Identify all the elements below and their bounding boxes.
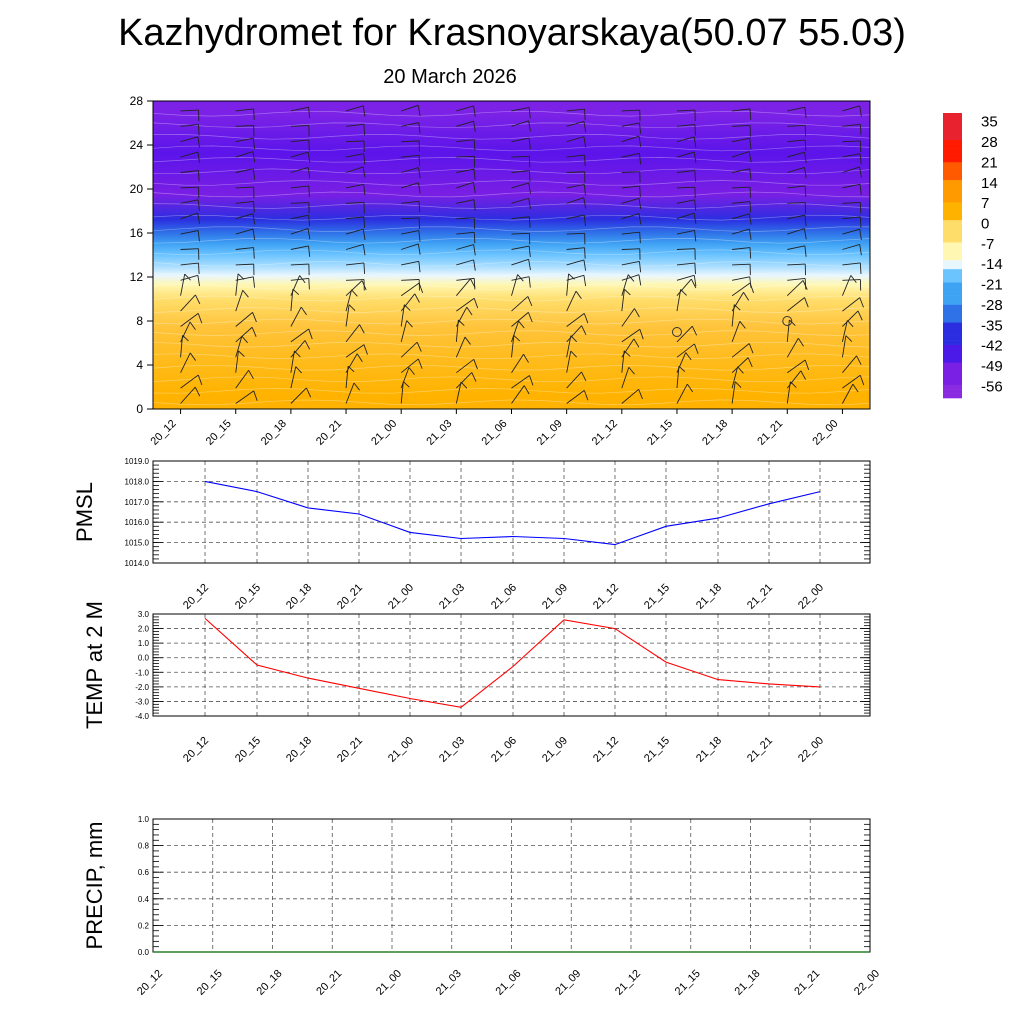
x-tick-label: 22_00 [810,417,841,448]
wind-barb-flag [529,171,530,182]
colorbar-cell [943,162,962,167]
wind-barb-flag [364,217,365,228]
colorbar-cell [943,296,962,301]
temp-y-tick-label: 1.0 [137,639,149,649]
wind-barb-flag [585,248,586,259]
colorbar-cell [943,322,962,327]
colorbar-cell [943,278,962,283]
colorbar-cell [943,376,962,381]
pmsl-x-tick-label: 20_12 [181,581,212,612]
wind-barb-flag [695,263,696,274]
section-fill [153,101,870,409]
colorbar-cell [943,189,962,194]
temp-x-tick-label: 21_03 [437,734,468,765]
colorbar-cell [943,140,962,145]
colorbar-cell [943,180,962,185]
temp-x-tick-label: 21_00 [386,734,417,765]
colorbar-cell [943,220,962,225]
temp-bg [153,614,870,716]
colorbar-cell [943,394,962,399]
wind-barb-flag [585,109,586,120]
colorbar-cell [943,215,962,220]
temp-y-tick-label: -2.0 [135,682,149,692]
colorbar-cell [943,211,962,216]
colorbar-cell [943,309,962,314]
colorbar-cell [943,144,962,149]
colorbar-cell [943,340,962,345]
x-tick-label: 21_03 [424,417,455,448]
colorbar-cell [943,304,962,309]
colorbar-cell [943,122,962,127]
colorbar-cell [943,331,962,336]
precip-x-tick-label: 21_06 [493,967,524,998]
colorbar-cell [943,362,962,367]
pmsl-x-tick-label: 21_21 [745,581,776,612]
precip-y-tick-label: 1.0 [137,815,149,824]
page-title: Kazhydromet for Krasnoyarskaya(50.07 55.03) [118,12,906,54]
colorbar-cell [943,175,962,180]
precip-x-tick-label: 21_21 [792,967,823,998]
pmsl-y-tick-label: 1014.0 [124,559,149,568]
precip-y-tick-label: 0.6 [137,868,149,878]
colorbar-cell [943,149,962,154]
temp-x-tick-label: 20_21 [335,734,366,765]
precip-x-tick-label: 21_18 [732,967,763,998]
y-tick-label: 0 [136,402,143,416]
x-tick-label: 21_12 [589,417,620,448]
wind-barb-flag [254,248,255,259]
colorbar-cell [943,126,962,131]
colorbar-cell [943,313,962,318]
precip-x-tick-label: 21_03 [433,967,464,998]
y-tick-label: 28 [129,94,143,108]
pmsl-x-tick-label: 21_12 [591,581,622,612]
temp-y-tick-label: -3.0 [135,697,149,707]
temp-y-tick-label: 3.0 [137,610,149,619]
precip-y-tick-label: 0.2 [137,921,149,931]
colorbar-cell [943,269,962,274]
colorbar-cell [943,229,962,234]
colorbar-cell [943,202,962,207]
y-tick-label: 8 [136,314,143,328]
colorbar-cell [943,273,962,278]
colorbar-cell [943,353,962,358]
wind-barb-flag [198,125,199,136]
y-tick-label: 4 [136,358,143,372]
temp-x-tick-label: 21_15 [642,734,673,765]
precip-y-tick-label: 0.0 [137,948,149,957]
colorbar-label: -21 [981,276,1003,294]
colorbar-label: 35 [981,113,998,131]
colorbar-label: -14 [981,256,1003,274]
pmsl-x-tick-label: 21_18 [694,581,725,612]
colorbar-cell [943,171,962,176]
colorbar-cell [943,260,962,265]
colorbar-cell [943,207,962,212]
wind-barb-flag [254,201,255,212]
colorbar-cell [943,367,962,372]
colorbar-cell [943,158,962,163]
pmsl-x-tick-label: 22_00 [796,581,827,612]
colorbar-label: 21 [981,154,998,172]
colorbar-cell [943,131,962,136]
colorbar-cell [943,349,962,354]
y-tick-label: 16 [129,226,143,240]
pmsl-x-tick-label: 20_15 [233,581,264,612]
y-tick-label: 12 [129,270,143,284]
pmsl-x-tick-label: 20_18 [284,581,315,612]
precip-x-tick-label: 21_12 [613,967,644,998]
colorbar-cell [943,389,962,394]
y-tick-label: 20 [129,182,143,196]
colorbar-cell [943,247,962,252]
temp-x-tick-label: 21_12 [591,734,622,765]
colorbar-cell [943,117,962,122]
colorbar-label: 28 [981,134,998,152]
temp-x-tick-label: 21_06 [489,734,520,765]
precip-x-tick-label: 20_12 [135,967,166,998]
temp-x-tick-label: 21_09 [540,734,571,765]
colorbar-cell [943,224,962,229]
colorbar-label: -42 [981,337,1003,355]
colorbar-cell [943,242,962,247]
colorbar-label: -49 [981,358,1003,376]
x-tick-label: 20_12 [148,417,179,448]
x-tick-label: 21_18 [700,417,731,448]
pmsl-y-tick-label: 1018.0 [124,477,149,487]
wind-barb-flag [309,278,310,289]
x-tick-label: 21_09 [534,417,565,448]
temp-y-tick-label: 0.0 [137,653,149,663]
colorbar-cell [943,345,962,350]
colorbar-cell [943,256,962,261]
wind-barb-flag [198,263,199,274]
x-tick-label: 20_18 [258,417,290,448]
colorbar-cell [943,336,962,341]
temp-x-tick-label: 20_12 [181,734,212,765]
colorbar-label: -7 [981,235,995,253]
temp-y-tick-label: 2.0 [137,624,149,634]
colorbar-cell [943,371,962,376]
temp-y-axis-label: TEMP at 2 M [82,601,107,729]
colorbar-label: -28 [981,296,1003,314]
pmsl-y-tick-label: 1015.0 [124,538,149,548]
pmsl-y-tick-label: 1017.0 [124,497,149,507]
pmsl-y-axis-label: PMSL [72,482,97,542]
precip-x-tick-label: 21_00 [374,967,405,998]
colorbar-cell [943,380,962,385]
precip-x-tick-label: 21_09 [553,967,584,998]
colorbar-label: 14 [981,174,998,192]
precip-x-tick-label: 20_15 [194,967,225,998]
wind-barb-flag [805,278,806,289]
pmsl-x-tick-label: 21_00 [386,581,417,612]
temp-x-tick-label: 20_15 [233,734,264,765]
temp-x-tick-label: 21_18 [694,734,725,765]
colorbar-cell [943,358,962,363]
pmsl-x-tick-label: 21_06 [489,581,520,612]
colorbar-cell [943,113,962,118]
x-tick-label: 20_21 [314,417,345,448]
pmsl-x-tick-label: 21_15 [642,581,673,612]
wind-barb-flag [364,263,365,274]
colorbar-cell [943,233,962,238]
precip-y-tick-label: 0.4 [137,894,149,904]
colorbar-cell [943,318,962,323]
temp-x-tick-label: 20_18 [284,734,315,765]
wind-barb-flag [474,278,475,289]
colorbar-cell [943,153,962,158]
x-tick-label: 21_06 [479,417,510,448]
temp-x-tick-label: 21_21 [745,734,776,765]
pmsl-x-tick-label: 21_03 [437,581,468,612]
colorbar-cell [943,291,962,296]
pmsl-y-tick-label: 1019.0 [124,457,149,466]
wind-barb-flag [309,140,310,151]
precip-x-tick-label: 20_18 [254,967,285,998]
pmsl-y-tick-label: 1016.0 [124,518,149,528]
pmsl-bg [153,461,870,563]
wind-barb-flag [750,202,751,213]
temp-x-tick-label: 22_00 [796,734,827,765]
x-tick-label: 20_15 [203,417,234,448]
colorbar-label: 7 [981,195,990,213]
colorbar-cell [943,238,962,243]
colorbar-cell [943,282,962,287]
colorbar-cell [943,166,962,171]
colorbar-cell [943,300,962,305]
precip-x-tick-label: 21_15 [672,967,703,998]
wind-barb-flag [805,140,806,151]
wind-barb-flag [695,125,696,136]
x-tick-label: 21_00 [369,417,400,448]
precip-x-tick-label: 22_00 [852,967,883,998]
wind-barb-flag [419,155,420,166]
colorbar-cell [943,251,962,256]
colorbar-cell [943,287,962,292]
colorbar-cell [943,198,962,203]
colorbar-cell [943,135,962,140]
x-tick-label: 21_15 [644,417,676,448]
colorbar-cell [943,264,962,269]
colorbar-label: -56 [981,378,1003,396]
colorbar-label: -35 [981,317,1003,335]
colorbar-cell [943,184,962,189]
pmsl-x-tick-label: 21_09 [540,581,571,612]
pmsl-x-tick-label: 20_21 [335,581,366,612]
colorbar-cell [943,385,962,390]
temp-y-tick-label: -1.0 [135,668,149,678]
colorbar-cell [943,327,962,332]
wind-barb-flag [640,186,641,197]
x-tick-label: 21_21 [755,417,786,448]
wind-barb-flag [474,232,475,243]
colorbar-label: 0 [981,215,990,233]
colorbar-cell [943,193,962,198]
wind-barb-flag [860,217,861,228]
temp-y-tick-label: -4.0 [135,712,149,721]
precip-y-axis-label: PRECIP, mm [82,821,107,950]
precip-x-tick-label: 20_21 [314,967,345,998]
y-tick-label: 24 [129,138,143,152]
page-date: 20 March 2026 [383,66,517,88]
precip-y-tick-label: 0.8 [137,841,149,851]
